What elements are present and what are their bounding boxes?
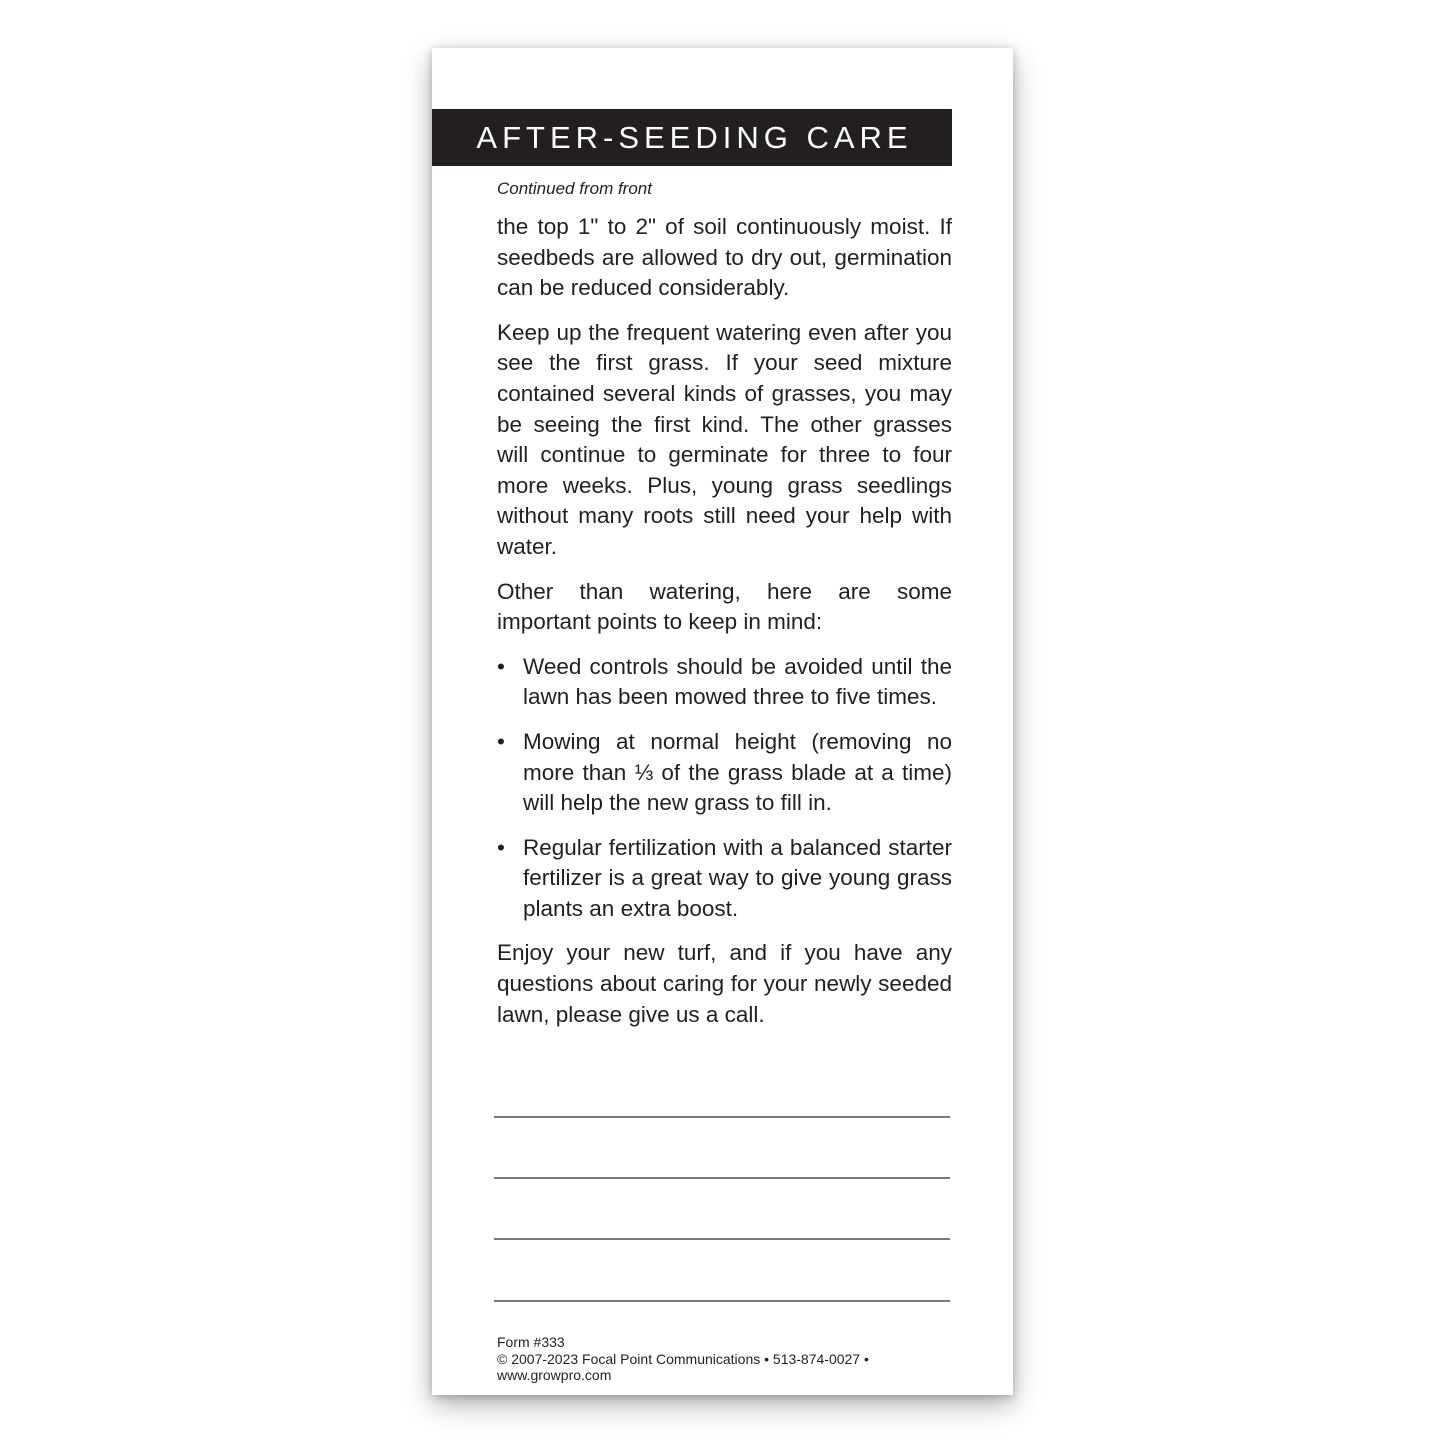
note-writing-line [494,1177,950,1179]
footer [497,1334,967,1384]
closing-paragraph: Enjoy your new turf, and if you have any questions about caring for your newly seeded lawn, please give us a call. [497,940,952,1027]
form-number: Form #333 [497,1334,565,1350]
paragraph-soil-moist: the top 1" to 2" of soil continuously moist. If seedbeds are allowed to dry out, germination can be reduced considerably. [497,214,952,301]
continued-from-front-label: Continued from front [497,179,652,198]
bullet-marker: • [497,834,505,860]
note-writing-line [494,1116,950,1118]
paragraph-keep-watering: Keep up the frequent watering even after you see the first grass. If your seed mixture contained several kinds of grasses, you may be seeing the first kind. The other grasses will continue to germinate for three to four more weeks. Plus, young grass seedlings without many roots still need your help with water. [497,319,952,559]
card-header-bar [432,109,952,166]
bullet-text: Weed controls should be avoided until the lawn has been mowed three to five times. [523,653,952,710]
bullet-text: Regular fertilization with a balanced starter fertilizer is a great way to give young grass plants an extra boost. [523,834,952,921]
copyright-line: © 2007-2023 Focal Point Communications • 513-874-0027 • www.growpro.com [497,1350,869,1383]
bullet-item-weed-controls [497,652,952,713]
paragraph-important-points: Other than watering, here are some important points to keep in mind: [497,578,952,635]
bullet-item-fertilization [497,833,952,925]
after-seeding-care-card [432,48,1013,1395]
card-title: AFTER-SEEDING CARE [476,119,913,155]
bullet-text: Mowing at normal height (removing no more than ⅓ of the grass blade at a time) will help the new grass to fill in. [523,728,952,816]
bullet-item-mowing [497,727,952,819]
bullet-marker: • [497,728,505,754]
bullet-list [497,652,952,925]
body-copy [497,212,952,1044]
note-writing-line [494,1300,950,1302]
bullet-marker: • [497,653,505,679]
note-writing-line [494,1238,950,1240]
